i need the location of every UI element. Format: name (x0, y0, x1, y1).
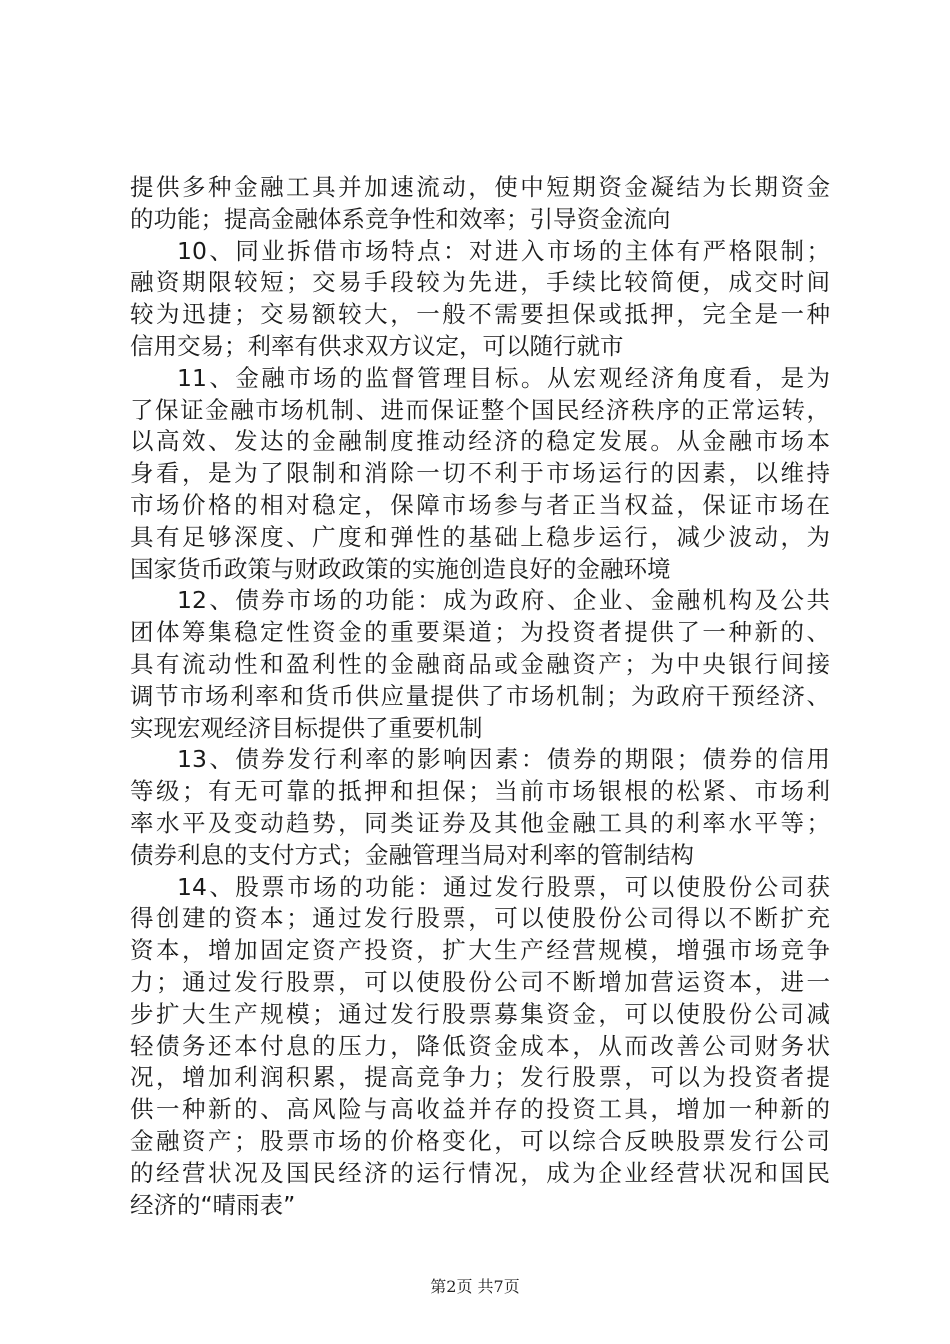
text-line: 轻债务还本付息的压力，降低资金成本，从而改善公司财务状 (130, 1031, 830, 1060)
text-line: 的功能；提高金融体系竞争性和效率；引导资金流向 (130, 204, 671, 233)
text-line: 资本，增加固定资产投资，扩大生产经营规模，增强市场竞争 (130, 936, 830, 965)
text-line: 实现宏观经济目标提供了重要机制 (130, 713, 483, 742)
text-line: 10、同业拆借市场特点：对进入市场的主体有严格限制； (177, 236, 830, 265)
text-line: 等级；有无可靠的抵押和担保；当前市场银根的松紧、市场利 (130, 777, 830, 806)
text-line: 具有足够深度、广度和弹性的基础上稳步运行，减少波动，为 (130, 522, 830, 551)
page-indicator: 第2页 共7页 (430, 1277, 520, 1296)
text-line: 11、金融市场的监督管理目标。从宏观经济角度看，是为 (177, 363, 830, 392)
text-line: 金融资产；股票市场的价格变化，可以综合反映股票发行公司 (130, 1126, 830, 1155)
text-line: 债券利息的支付方式；金融管理当局对利率的管制结构 (130, 840, 694, 869)
text-line: 14、股票市场的功能：通过发行股票，可以使股份公司获 (177, 872, 830, 901)
paragraph-item-14 (130, 872, 830, 1222)
paragraph-item-10 (130, 236, 830, 363)
text-line: 率水平及变动趋势，同类证券及其他金融工具的利率水平等； (130, 808, 830, 837)
text-line: 调节市场利率和货币供应量提供了市场机制；为政府干预经济、 (130, 681, 830, 710)
text-line: 国家货币政策与财政政策的实施创造良好的金融环境 (130, 554, 671, 583)
text-line: 步扩大生产规模；通过发行股票募集资金，可以使股份公司减 (130, 999, 830, 1028)
text-line: 况，增加利润积累，提高竞争力；发行股票，可以为投资者提 (130, 1063, 830, 1092)
text-line: 身看，是为了限制和消除一切不利于市场运行的因素，以维持 (130, 459, 830, 488)
text-line: 融资期限较短；交易手段较为先进，手续比较简便，成交时间 (130, 268, 830, 297)
text-line: 力；通过发行股票，可以使股份公司不断增加营运资本，进一 (130, 967, 830, 996)
text-line: 具有流动性和盈利性的金融商品或金融资产；为中央银行间接 (130, 649, 830, 678)
text-line: 12、债券市场的功能：成为政府、企业、金融机构及公共 (177, 586, 830, 615)
text-line: 了保证金融市场机制、进而保证整个国民经济秩序的正常运转， (130, 395, 830, 424)
text-line: 供一种新的、高风险与高收益并存的投资工具，增加一种新的 (130, 1095, 830, 1124)
text-line: 以高效、发达的金融制度推动经济的稳定发展。从金融市场本 (130, 427, 830, 456)
text-line: 的经营状况及国民经济的运行情况，成为企业经营状况和国民 (130, 1158, 830, 1187)
text-line: 13、债券发行利率的影响因素：债券的期限；债券的信用 (177, 745, 830, 774)
paragraph-item-11 (130, 363, 830, 586)
paragraph-item-13 (130, 744, 830, 871)
text-line: 经济的“晴雨表” (130, 1190, 296, 1219)
text-line: 得创建的资本；通过发行股票，可以使股份公司得以不断扩充 (130, 904, 830, 933)
text-line: 市场价格的相对稳定，保障市场参与者正当权益，保证市场在 (130, 490, 830, 519)
page-footer (0, 1274, 950, 1297)
paragraph-item-12 (130, 585, 830, 744)
paragraph-continuation (130, 172, 830, 236)
document-body (130, 172, 830, 1221)
text-line: 较为迅捷；交易额较大，一般不需要担保或抵押，完全是一种 (130, 300, 830, 329)
text-line: 团体筹集稳定性资金的重要渠道；为投资者提供了一种新的、 (130, 618, 830, 647)
text-line: 提供多种金融工具并加速流动，使中短期资金凝结为长期资金 (130, 173, 830, 201)
text-line: 信用交易；利率有供求双方议定，可以随行就市 (130, 331, 624, 360)
